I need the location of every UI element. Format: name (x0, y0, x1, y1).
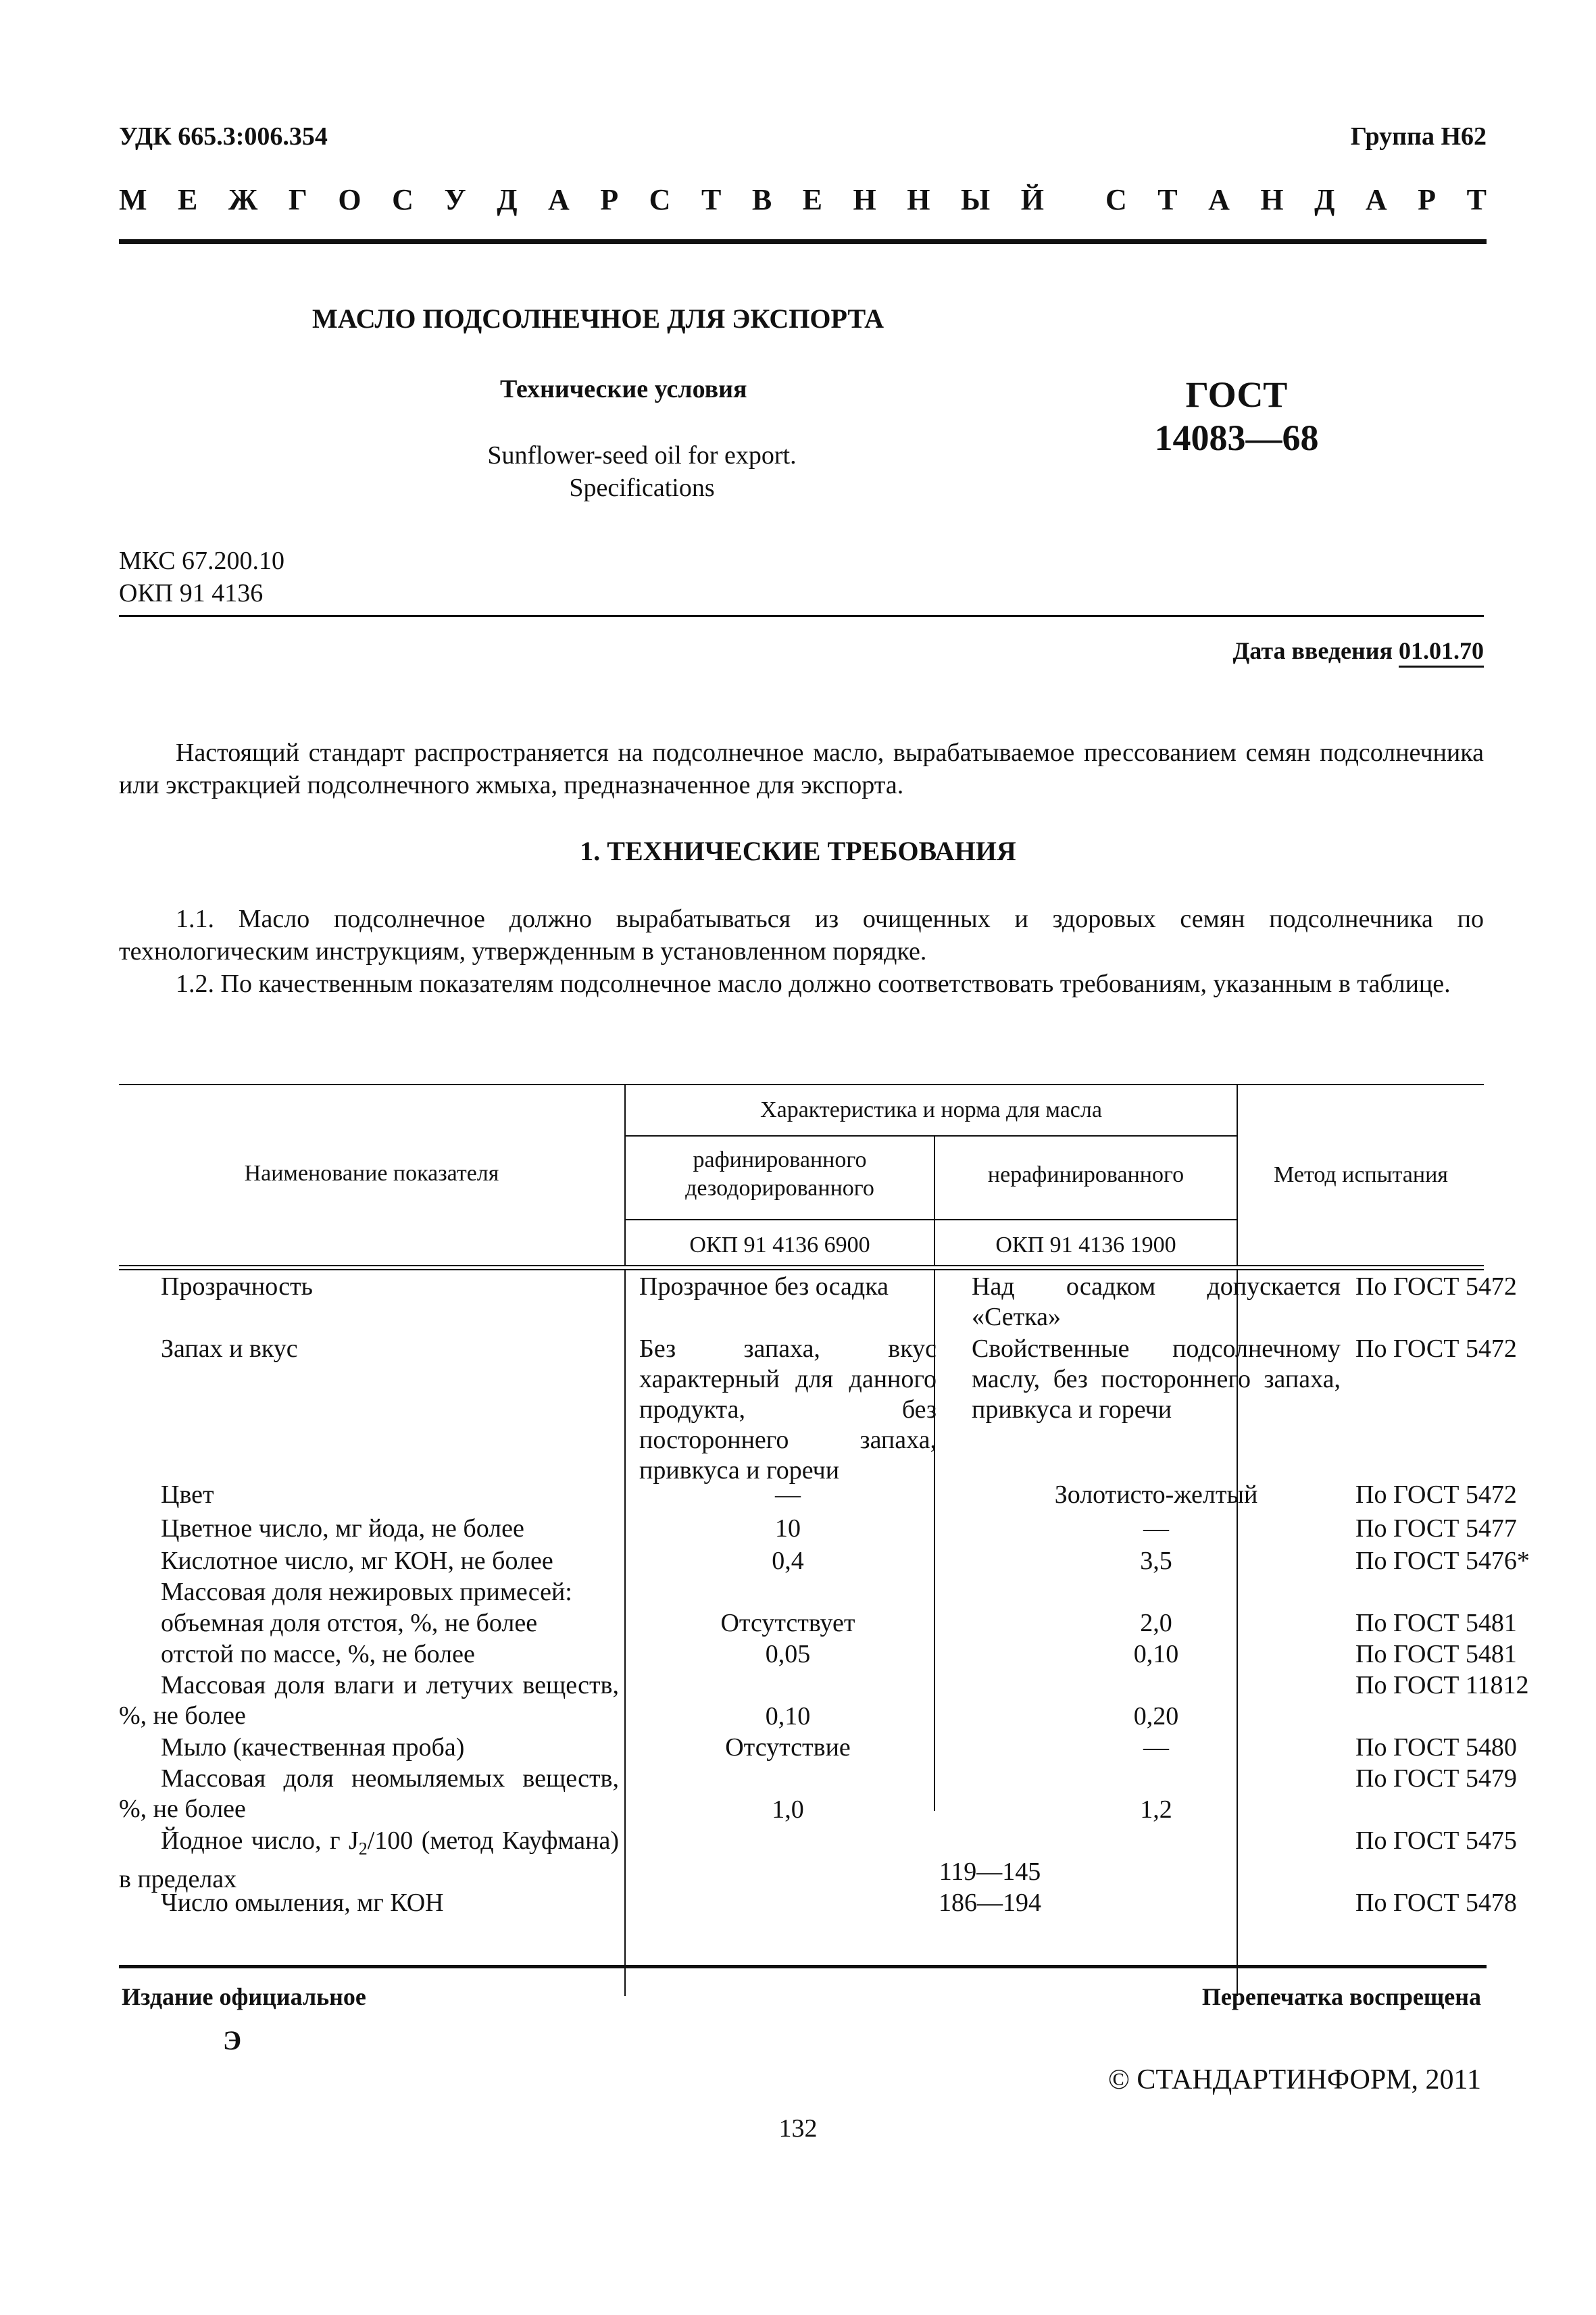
document-title: МАСЛО ПОДСОЛНЕЧНОЕ ДЛЯ ЭКСПОРТА (312, 303, 884, 334)
letter: Н (1260, 183, 1284, 216)
refined-value: 0,4 (772, 1547, 804, 1575)
header-refined (626, 1146, 934, 1203)
parameter-name-part: Йодное число, г J (161, 1826, 359, 1855)
okp-code: ОКП 91 4136 (119, 579, 264, 607)
table-rule (119, 1084, 1484, 1085)
intro-paragraph (119, 737, 1484, 801)
header-refined-line: дезодорированного (685, 1176, 874, 1201)
clause-text: 1.1. Масло подсолнечное должно вырабатываться из очищенных и здоровых семян подсолнечника по технологическим инструкциям, утвержденным в установленном порядке. (119, 905, 1484, 966)
refined-value: — (775, 1480, 801, 1509)
table-rule (119, 1265, 1484, 1266)
parameter-name: Цвет (161, 1480, 214, 1509)
table-rule (119, 1269, 1484, 1270)
letter: Е (802, 183, 823, 216)
date-label: Дата введения (1232, 637, 1393, 664)
english-title (405, 439, 878, 504)
test-method: По ГОСТ 5481 (1355, 1609, 1517, 1637)
test-method: По ГОСТ 5472 (1355, 1335, 1517, 1363)
letter: Д (1314, 183, 1335, 216)
requirements-table (119, 1084, 1530, 1917)
gost-number (1108, 373, 1365, 459)
letter: М (119, 183, 147, 216)
refined-value: 0,05 (765, 1640, 811, 1668)
unrefined-value: — (1143, 1514, 1169, 1543)
unrefined-value: 2,0 (1140, 1609, 1172, 1637)
parameter-name: Число омыления, мг КОН (161, 1889, 444, 1917)
standard-type-heading (119, 182, 1487, 217)
letter: Т (1157, 183, 1178, 216)
parameter-name: отстой по массе, %, не более (161, 1640, 475, 1668)
letter: О (338, 183, 361, 216)
parameter-name: Запах и вкус (161, 1335, 298, 1363)
refined-value: Отсутствует (720, 1609, 855, 1637)
parameter-name: Массовая доля неомыляемых веществ, %, не более (119, 1764, 619, 1823)
test-method: По ГОСТ 5472 (1355, 1480, 1517, 1509)
header-okp-refined: ОКП 91 4136 6900 (689, 1233, 870, 1258)
header-refined-line: рафинированного (693, 1147, 867, 1172)
combined-value: 119—145 (939, 1858, 1041, 1886)
refined-value: 10 (775, 1514, 801, 1543)
test-method: По ГОСТ 5481 (1355, 1640, 1517, 1668)
test-method: По ГОСТ 5476* (1355, 1547, 1530, 1575)
classification-codes (119, 545, 284, 609)
letter: Е (178, 183, 198, 216)
parameter-name (119, 1826, 619, 1895)
parameter-name: Прозрачность (161, 1272, 313, 1301)
unrefined-value: 1,2 (1140, 1795, 1172, 1824)
codes-divider (119, 615, 1484, 617)
letter: Ы (961, 183, 991, 216)
clause-1-1 (119, 903, 1484, 968)
unrefined-value: 0,10 (1133, 1640, 1179, 1668)
official-edition: Издание официальное (122, 1983, 366, 2010)
test-method: По ГОСТ 5472 (1355, 1272, 1517, 1301)
parameter-name: Цветное число, мг йода, не более (161, 1514, 524, 1543)
letter: А (548, 183, 570, 216)
test-method: По ГОСТ 11812 (1355, 1671, 1529, 1699)
refined-value: 0,10 (765, 1702, 811, 1731)
unrefined-value: — (1143, 1733, 1169, 1762)
refined-value: Без запаха, вкус характерный для данного продукта, без постороннего запаха, привкуса и горечи (639, 1335, 937, 1485)
parameter-name-part: /100 (метод Кауфмана) в пределах (119, 1826, 620, 1893)
introduction-date (1233, 637, 1485, 665)
group-code: Группа Н62 (1350, 122, 1487, 151)
letter: Ж (228, 183, 258, 216)
table-rule (626, 1135, 1237, 1137)
unrefined-value: Золотисто-желтый (1054, 1480, 1258, 1509)
footer-divider (119, 1965, 1487, 1968)
letter: Т (1466, 183, 1487, 216)
letter: С (1105, 183, 1127, 216)
header-okp-unrefined: ОКП 91 4136 1900 (995, 1233, 1176, 1258)
combined-value: 186—194 (939, 1889, 1041, 1917)
english-title-line: Specifications (569, 474, 715, 502)
clause-1-2 (119, 968, 1484, 1000)
parameter-name-subscript: 2 (358, 1839, 368, 1859)
test-method: По ГОСТ 5478 (1355, 1889, 1517, 1917)
letter: В (751, 183, 772, 216)
section-heading: 1. ТЕХНИЧЕСКИЕ ТРЕБОВАНИЯ (580, 836, 1016, 866)
letter: А (1208, 183, 1230, 216)
refined-value: Отсутствие (725, 1733, 851, 1762)
mks-code: МКС 67.200.10 (119, 547, 285, 575)
parameter-name: Массовая доля влаги и летучих веществ, %, не более (119, 1671, 619, 1730)
letter: Г (288, 183, 307, 216)
letter: У (444, 183, 466, 216)
letter: Р (1418, 183, 1437, 216)
parameter-name: Кислотное число, мг КОН, не более (161, 1547, 553, 1575)
table-rule (626, 1219, 1237, 1220)
letter: Р (600, 183, 619, 216)
gost-label: ГОСТ (1185, 374, 1288, 415)
copyright: © СТАНДАРТИНФОРМ, 2011 (1108, 2064, 1481, 2095)
letter: С (392, 183, 414, 216)
gost-code: 14083—68 (1154, 418, 1319, 458)
publisher-mark: Э (223, 2025, 242, 2056)
letter: Й (1020, 183, 1044, 216)
refined-value: 1,0 (772, 1795, 804, 1824)
header-unrefined: нерафинированного (987, 1162, 1184, 1187)
udk-code: УДК 665.3:006.354 (119, 122, 328, 151)
intro-text: Настоящий стандарт распространяется на подсолнечное масло, вырабатываемое прессованием семян подсолнечника или экстракцией подсолнечного жмыха, предназначенное для экспорта. (119, 739, 1484, 799)
parameter-name: объемная доля отстоя, %, не более (161, 1609, 538, 1637)
test-method: По ГОСТ 5475 (1355, 1826, 1517, 1855)
letter: С (649, 183, 671, 216)
header-characteristic: Характеристика и норма для масла (760, 1097, 1102, 1122)
header-parameter-name: Наименование показателя (244, 1161, 499, 1186)
test-method: По ГОСТ 5479 (1355, 1764, 1517, 1793)
clause-text: 1.2. По качественным показателям подсолнечное масло должно соответствовать требованиям, указанным в таблице. (176, 970, 1451, 998)
date-value: 01.01.70 (1399, 637, 1484, 668)
test-method: По ГОСТ 5480 (1355, 1733, 1517, 1762)
table-rule (624, 1270, 626, 1996)
unrefined-value: 0,20 (1133, 1702, 1179, 1731)
reprint-notice: Перепечатка воспрещена (1201, 1983, 1481, 2010)
parameter-name: Мыло (качественная проба) (161, 1733, 465, 1762)
header-test-method: Метод испытания (1274, 1162, 1448, 1187)
test-method: По ГОСТ 5477 (1355, 1514, 1517, 1543)
unrefined-value: Свойственные подсолнечному маслу, без постороннего запаха, привкуса и горечи (972, 1335, 1341, 1424)
parameter-name: Массовая доля нежировых примесей: (161, 1578, 572, 1606)
letter: Н (907, 183, 930, 216)
letter: Т (701, 183, 722, 216)
document-subtitle: Технические условия (500, 375, 747, 403)
unrefined-value: Над осадком допускается «Сетка» (972, 1272, 1341, 1331)
letter: А (1365, 183, 1387, 216)
header-divider (119, 239, 1487, 244)
page-number: 132 (778, 2114, 818, 2143)
refined-value: Прозрачное без осадка (639, 1272, 889, 1301)
letter: Д (497, 183, 518, 216)
unrefined-value: 3,5 (1140, 1547, 1172, 1575)
english-title-line: Sunflower-seed oil for export. (487, 441, 797, 470)
letter: Н (853, 183, 876, 216)
